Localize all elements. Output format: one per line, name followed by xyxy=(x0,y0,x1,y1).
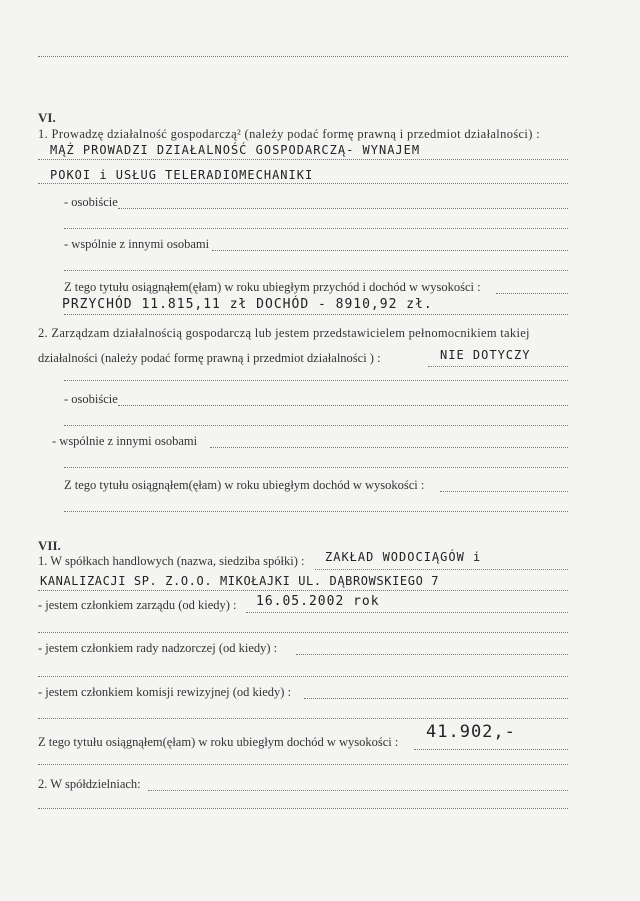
dotted-line xyxy=(428,366,568,367)
dotted-line xyxy=(64,270,568,271)
dotted-line xyxy=(64,511,568,512)
dotted-line xyxy=(414,749,568,750)
item-text: 2. Zarządzam działalnością gospodarczą lub jestem przedstawicielem pełnomocnikiem takiej xyxy=(38,326,530,340)
item-text: 2. W spółdzielniach: xyxy=(38,777,141,791)
section-heading: VII. xyxy=(38,538,61,553)
field-label: - jestem członkiem komisji rewizyjnej (od kiedy) : xyxy=(38,685,292,699)
handwritten-answer: KANALIZACJI SP. Z.O.O. MIKOŁAJKI UL. DĄBROWSKIEGO 7 xyxy=(40,574,440,588)
field-label: - osobiście xyxy=(64,195,118,209)
dotted-line xyxy=(496,293,568,294)
dotted-line xyxy=(64,380,568,381)
field-label: Z tego tytułu osiągnąłem(ęłam) w roku ubiegłym przychód i dochód w wysokości : xyxy=(64,280,481,294)
item-text: działalności (należy podać formę prawną i przedmiot działalności ) : xyxy=(38,351,381,365)
dotted-line xyxy=(118,208,568,209)
handwritten-answer: ZAKŁAD WODOCIĄGÓW i xyxy=(325,550,482,564)
item-text: 1. W spółkach handlowych (nazwa, siedziba spółki) : xyxy=(38,554,305,568)
handwritten-answer: 41.902,- xyxy=(426,722,516,742)
dotted-line xyxy=(64,467,568,468)
handwritten-answer: MĄŻ PROWADZI DZIAŁALNOŚĆ GOSPODARCZĄ- WYNAJEM xyxy=(50,143,421,157)
item-text: 1. Prowadzę działalność gospodarczą² (należy podać formę prawną i przedmiot działalności) : xyxy=(38,127,541,141)
field-label: - wspólnie z innymi osobami xyxy=(64,237,210,251)
dotted-line xyxy=(210,447,568,448)
dotted-line xyxy=(38,718,568,719)
handwritten-answer: 16.05.2002 rok xyxy=(256,594,380,609)
handwritten-answer: NIE DOTYCZY xyxy=(440,348,531,362)
dotted-line xyxy=(64,425,568,426)
field-label: - osobiście xyxy=(64,392,118,406)
dotted-line xyxy=(38,183,568,184)
dotted-line xyxy=(148,790,568,791)
dotted-line xyxy=(38,590,568,591)
dotted-line xyxy=(38,808,568,809)
dotted-line xyxy=(304,698,568,699)
dotted-line xyxy=(38,676,568,677)
dotted-line xyxy=(296,654,568,655)
section-heading: VI. xyxy=(38,110,56,125)
dotted-line xyxy=(118,405,568,406)
handwritten-answer: PRZYCHÓD 11.815,11 zł DOCHÓD - 8910,92 zł. xyxy=(62,297,433,312)
dotted-line xyxy=(212,250,568,251)
field-label: - wspólnie z innymi osobami xyxy=(52,434,198,448)
dotted-line xyxy=(64,314,568,315)
dotted-line xyxy=(38,159,568,160)
field-label: - jestem członkiem zarządu (od kiedy) : xyxy=(38,598,237,612)
field-label: Z tego tytułu osiągnąłem(ęłam) w roku ubiegłym dochód w wysokości : xyxy=(64,478,425,492)
handwritten-answer: POKOI i USŁUG TELERADIOMECHANIKI xyxy=(50,168,314,182)
field-label: - jestem członkiem rady nadzorczej (od kiedy) : xyxy=(38,641,278,655)
dotted-line xyxy=(64,228,568,229)
dotted-line xyxy=(38,56,568,57)
dotted-line xyxy=(315,569,568,570)
field-label: Z tego tytułu osiągnąłem(ęłam) w roku ubiegłym dochód w wysokości : xyxy=(38,735,399,749)
dotted-line xyxy=(38,632,568,633)
dotted-line xyxy=(440,491,568,492)
dotted-line xyxy=(246,612,568,613)
dotted-line xyxy=(38,764,568,765)
